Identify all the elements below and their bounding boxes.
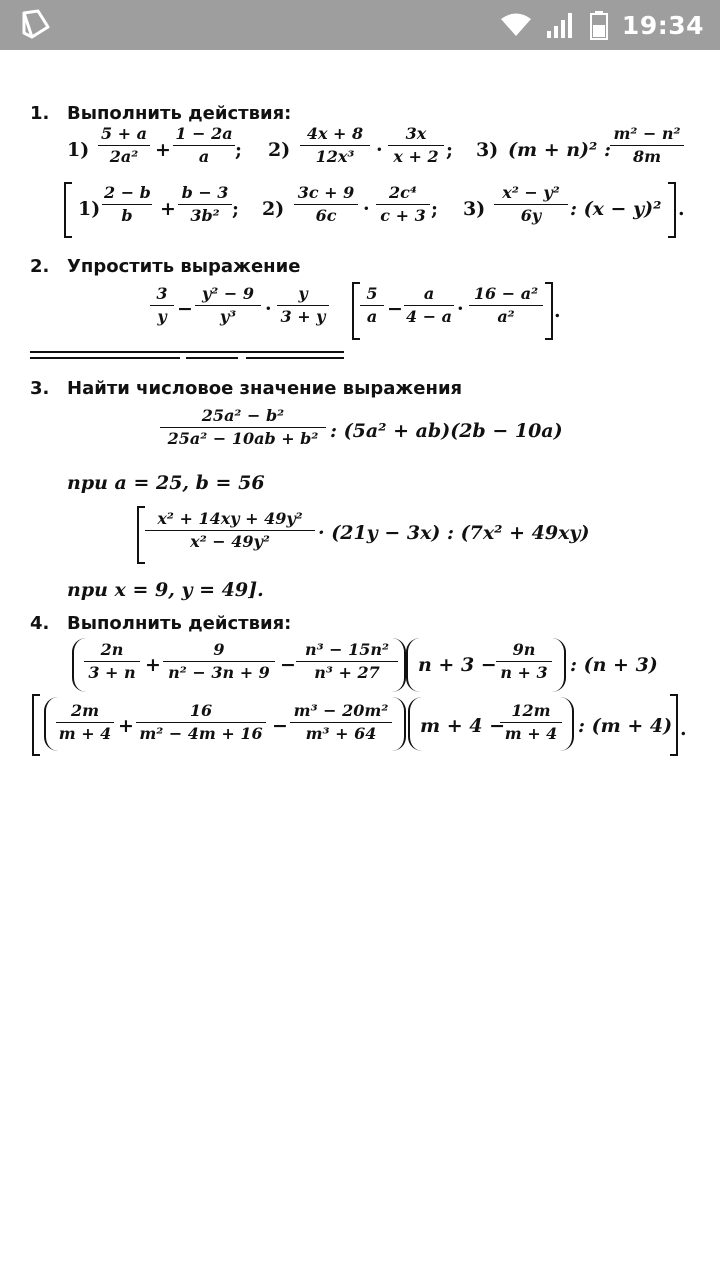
fraction: $\frac{5}{a}$ (360, 286, 384, 325)
item-label: 1) (78, 198, 101, 220)
task-number: 3. (30, 378, 50, 399)
fraction: $\frac{2m}{m + 4}$ (56, 703, 114, 742)
operator: − (177, 298, 193, 320)
separator: ; (232, 198, 240, 220)
fraction: $\frac{9}{\text{n² − 3n + 9}}$ (163, 642, 275, 681)
fraction: $\frac{\text{n³ − 15n²}}{\text{n³ + 27}}$ (296, 642, 398, 681)
expression: : (m + 4) (578, 715, 673, 737)
bracket-left (137, 506, 145, 564)
fraction: $\frac{a}{4 - a}$ (406, 284, 453, 326)
fraction: $\frac{\text{2c⁴}}{c + 3}$ (376, 185, 430, 224)
paren-right (550, 638, 566, 692)
expression: : (5a² + ab)(2b − 10a) (330, 420, 563, 442)
paren-right (390, 697, 406, 751)
separator-rule (246, 357, 344, 359)
fraction: $\frac{b - 3}{\text{3b²}}$ (178, 185, 232, 224)
operator: + (155, 139, 171, 161)
condition: при x = 9, y = 49]. (67, 579, 264, 601)
bracket-right (668, 182, 676, 238)
clock: 19:34 (621, 10, 704, 40)
fraction: $\frac{\text{25a² − b²}}{\text{25a² − 10ab + b²}}$ (160, 408, 326, 447)
separator-rule (186, 357, 238, 359)
expression: (m + n)² : (508, 139, 611, 161)
operator: − (387, 298, 403, 320)
operator: + (145, 654, 161, 676)
signal-icon (546, 11, 576, 39)
expression: : (n + 3) (570, 654, 658, 676)
bracket-right (670, 694, 678, 756)
separator: ; (446, 139, 454, 161)
expression: m + 4 − (420, 715, 506, 737)
fraction: $\frac{\text{y² − 9}}{\text{y³}}$ (195, 286, 261, 325)
paren-right (558, 697, 574, 751)
item-label: 3) (476, 139, 499, 161)
fraction: $\frac{4x + 8}{\text{12x³}}$ (300, 126, 370, 165)
operator: · (265, 298, 272, 320)
document-page (0, 50, 720, 1280)
fraction: $\frac{3c + 9}{6c}$ (294, 185, 358, 224)
fraction: $\frac{3}{y}$ (150, 286, 174, 325)
operator: − (272, 715, 288, 737)
fraction: $\frac{9n}{n + 3}$ (496, 642, 552, 681)
task-title: Упростить выражение (67, 256, 301, 277)
task-number: 2. (30, 256, 50, 277)
expression: n + 3 − (418, 654, 497, 676)
item-label: 1) (67, 139, 90, 161)
task-number: 1. (30, 103, 50, 124)
fraction: $\frac{\text{16 − a²}}{\text{a²}}$ (469, 286, 543, 325)
expression: · (21y − 3x) : (7x² + 49xy) (318, 522, 590, 544)
fraction: $\frac{\text{m³ − 20m²}}{\text{m³ + 64}}$ (290, 703, 392, 742)
status-bar (0, 0, 720, 50)
condition: при a = 25, b = 56 (67, 472, 265, 494)
task-title: Выполнить действия: (67, 103, 292, 124)
fraction: $\frac{2n}{3 + n}$ (84, 642, 140, 681)
item-label: 3) (463, 198, 486, 220)
operator: + (118, 715, 134, 737)
task-title: Найти числовое значение выражения (67, 378, 463, 399)
paren-right (390, 638, 406, 692)
battery-icon (590, 10, 608, 40)
task-number: 4. (30, 613, 50, 634)
notification-app-icon (18, 9, 54, 41)
task-title: Выполнить действия: (67, 613, 292, 634)
operator: · (376, 139, 383, 161)
operator: · (457, 298, 464, 320)
fraction: $\frac{5 + a}{\text{2a²}}$ (98, 126, 150, 165)
separator: ; (431, 198, 439, 220)
fraction: $\frac{16}{\text{m² − 4m + 16}}$ (136, 703, 266, 742)
separator: ; (235, 139, 243, 161)
separator-rule (30, 351, 344, 353)
fraction: $\frac{y}{3 + y}$ (277, 286, 329, 325)
fraction: $\frac{1 - 2a}{a}$ (173, 126, 235, 165)
fraction: $\frac{12m}{m + 4}$ (500, 703, 562, 742)
fraction: $\frac{2 - b}{b}$ (104, 183, 151, 225)
period: . (554, 300, 561, 322)
fraction: $\frac{\text{x² − y²}}{6y}$ (494, 185, 568, 224)
fraction: $\frac{\text{x² + 14xy + 49y²}}{\text{x² − 49y²}}$ (145, 511, 315, 550)
bracket-left (64, 182, 72, 238)
operator: − (280, 654, 296, 676)
bracket-left (32, 694, 40, 756)
item-label: 2) (262, 198, 285, 220)
period: . (680, 718, 687, 740)
period: . (678, 198, 685, 220)
operator: + (160, 198, 176, 220)
expression: : (x − y)² (570, 198, 662, 220)
fraction: $\frac{3x}{x + 2}$ (388, 126, 444, 165)
bracket-right (545, 282, 553, 340)
separator-rule (30, 357, 180, 359)
wifi-icon (500, 12, 532, 38)
operator: · (363, 198, 370, 220)
item-label: 2) (268, 139, 291, 161)
fraction: $\frac{\text{m² − n²}}{8m}$ (610, 126, 684, 165)
bracket-left (352, 282, 360, 340)
